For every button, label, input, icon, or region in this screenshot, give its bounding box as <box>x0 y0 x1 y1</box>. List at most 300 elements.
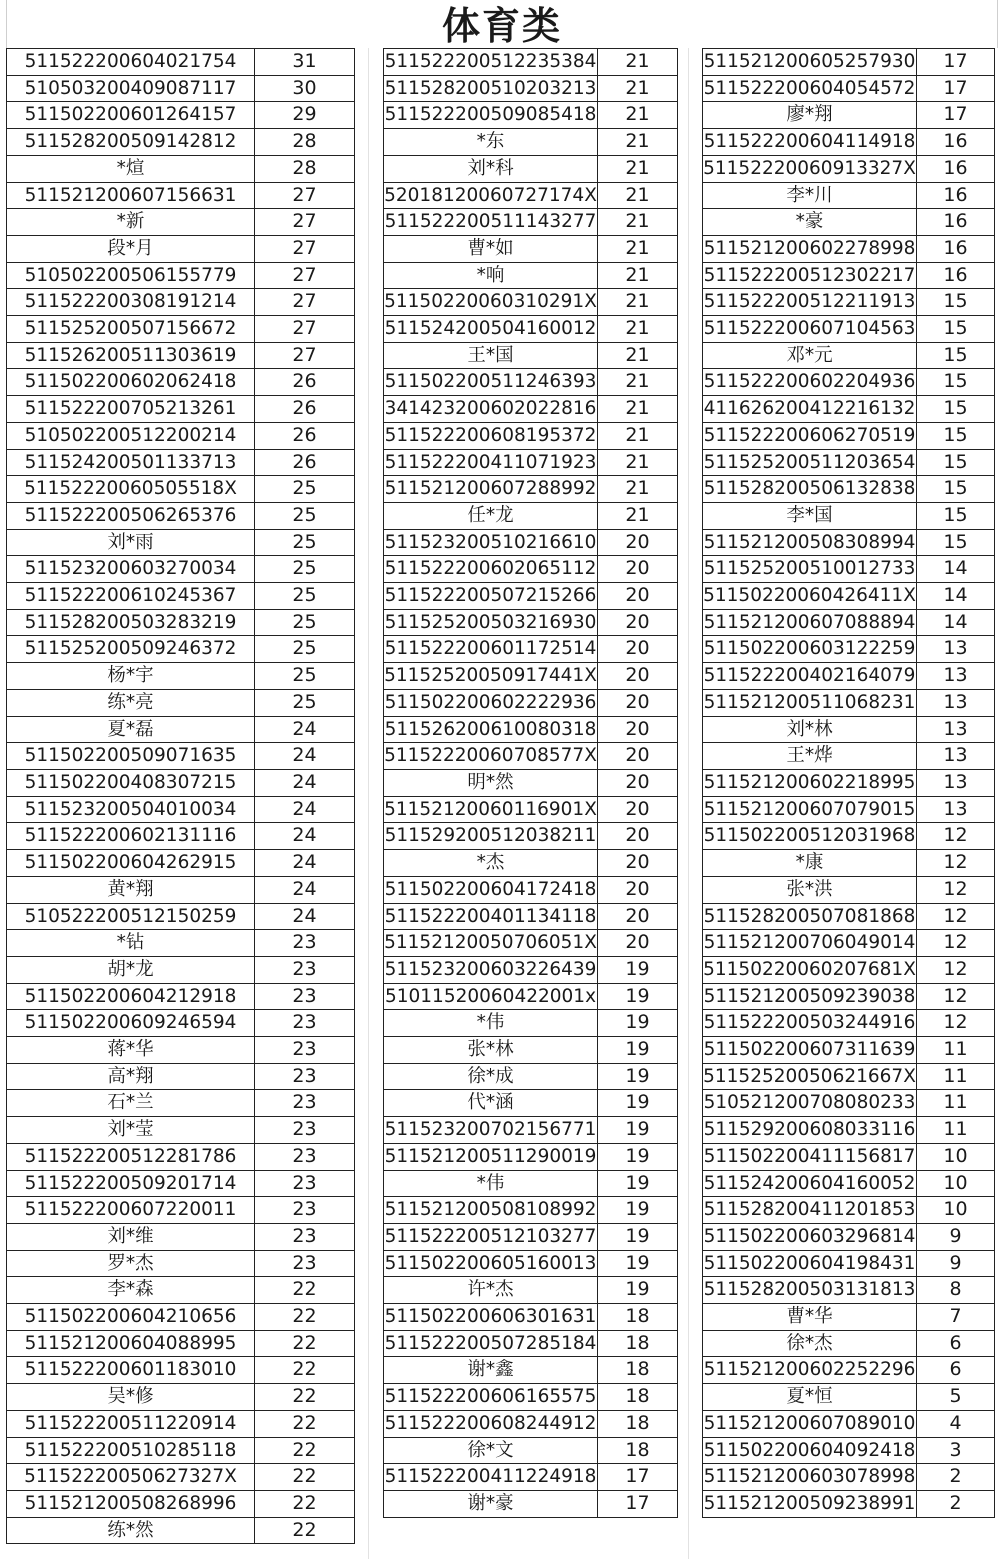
student-id-cell: 511522200601183010 <box>7 1357 255 1384</box>
student-id-cell: 511526200610080318 <box>384 716 598 743</box>
score-cell: 24 <box>255 796 355 823</box>
student-id-cell: 511522200510285118 <box>7 1437 255 1464</box>
score-cell: 17 <box>917 102 995 129</box>
table-row <box>384 502 678 529</box>
table-row <box>7 609 355 636</box>
table-row <box>384 209 678 236</box>
student-id-cell: 许*杰 <box>384 1277 598 1304</box>
table-row <box>384 129 678 156</box>
table-row <box>7 1170 355 1197</box>
score-cell: 23 <box>255 1197 355 1224</box>
score-cell: 26 <box>255 369 355 396</box>
score-cell: 2 <box>917 1464 995 1491</box>
student-id-cell: 511522200601172514 <box>384 636 598 663</box>
table-row <box>384 316 678 343</box>
student-id-cell: 511522200509085418 <box>384 102 598 129</box>
table-row <box>703 449 995 476</box>
table-row <box>7 663 355 690</box>
table-row <box>384 289 678 316</box>
score-cell: 9 <box>917 1223 995 1250</box>
table-row <box>7 449 355 476</box>
table-row <box>703 1250 995 1277</box>
student-id-cell: 511522200507285184 <box>384 1330 598 1357</box>
student-id-cell: 511522200509201714 <box>7 1170 255 1197</box>
student-id-cell: 练*亮 <box>7 689 255 716</box>
student-id-cell: 511522200608195372 <box>384 422 598 449</box>
student-id-cell: 511525200509246372 <box>7 636 255 663</box>
score-cell: 21 <box>598 396 678 423</box>
student-id-cell: 341423200602022816 <box>384 396 598 423</box>
student-id-cell: 代*涵 <box>384 1090 598 1117</box>
table-row <box>703 743 995 770</box>
score-cell: 24 <box>255 823 355 850</box>
student-id-cell: *响 <box>384 262 598 289</box>
score-cell: 21 <box>598 262 678 289</box>
score-cell: 6 <box>917 1357 995 1384</box>
student-id-cell: 510521200708080233 <box>703 1090 917 1117</box>
score-cell: 22 <box>255 1357 355 1384</box>
score-cell: 27 <box>255 235 355 262</box>
score-cell: 11 <box>917 1037 995 1064</box>
student-id-cell: 刘*莹 <box>7 1117 255 1144</box>
table-row <box>7 129 355 156</box>
student-id-cell: 51150220060207681X <box>703 956 917 983</box>
score-cell: 21 <box>598 369 678 396</box>
table-row <box>703 876 995 903</box>
student-id-cell: 刘*科 <box>384 155 598 182</box>
table-row <box>384 663 678 690</box>
table-row <box>7 1090 355 1117</box>
score-cell: 19 <box>598 1170 678 1197</box>
table-row <box>7 209 355 236</box>
table-row <box>7 823 355 850</box>
table-row <box>384 1063 678 1090</box>
table-row <box>384 422 678 449</box>
student-id-cell: 刘*维 <box>7 1223 255 1250</box>
student-id-cell: 段*月 <box>7 235 255 262</box>
score-cell: 22 <box>255 1384 355 1411</box>
score-cell: 2 <box>917 1490 995 1517</box>
score-cell: 28 <box>255 129 355 156</box>
score-cell: 16 <box>917 262 995 289</box>
student-id-cell: 谢*鑫 <box>384 1357 598 1384</box>
student-id-cell: 511528200411201853 <box>703 1197 917 1224</box>
table-row <box>703 930 995 957</box>
student-id-cell: 511528200509142812 <box>7 129 255 156</box>
table-row <box>7 716 355 743</box>
score-cell: 14 <box>917 556 995 583</box>
score-cell: 19 <box>598 1250 678 1277</box>
score-cell: 22 <box>255 1490 355 1517</box>
score-cell: 26 <box>255 422 355 449</box>
score-table-1 <box>6 48 355 1544</box>
title-banner <box>6 0 998 48</box>
table-row <box>7 769 355 796</box>
student-id-cell: 51152520050621667X <box>703 1063 917 1090</box>
student-id-cell: 徐*成 <box>384 1063 598 1090</box>
table-row <box>703 476 995 503</box>
student-id-cell: 邓*元 <box>703 342 917 369</box>
student-id-cell: 511502200603296814 <box>703 1223 917 1250</box>
student-id-cell: 511522200512235384 <box>384 49 598 76</box>
student-id-cell: 51011520060422001x <box>384 983 598 1010</box>
score-cell: 29 <box>255 102 355 129</box>
table-row <box>384 1250 678 1277</box>
score-cell: 21 <box>598 422 678 449</box>
score-cell: 25 <box>255 583 355 610</box>
student-id-cell: 511522200411224918 <box>384 1464 598 1491</box>
score-cell: 25 <box>255 502 355 529</box>
score-cell: 18 <box>598 1410 678 1437</box>
table-row <box>384 155 678 182</box>
table-row <box>384 609 678 636</box>
table-row <box>7 1437 355 1464</box>
table-row <box>384 556 678 583</box>
table-row <box>384 49 678 76</box>
table-row <box>703 102 995 129</box>
table-row <box>703 1277 995 1304</box>
student-id-cell: 511502200602062418 <box>7 369 255 396</box>
student-id-cell: 511522200606270519 <box>703 422 917 449</box>
score-cell: 22 <box>255 1277 355 1304</box>
student-id-cell: 511522200606165575 <box>384 1384 598 1411</box>
score-cell: 3 <box>917 1437 995 1464</box>
score-cell: 19 <box>598 1010 678 1037</box>
table-row <box>7 342 355 369</box>
student-id-cell: 511502200601264157 <box>7 102 255 129</box>
score-cell: 25 <box>255 689 355 716</box>
student-id-cell: 511522200608244912 <box>384 1410 598 1437</box>
score-cell: 15 <box>917 449 995 476</box>
table-row <box>384 182 678 209</box>
student-id-cell: 511502200411156817 <box>703 1143 917 1170</box>
student-id-cell: 511521200508268996 <box>7 1490 255 1517</box>
table-row <box>384 689 678 716</box>
score-cell: 27 <box>255 262 355 289</box>
table-row <box>703 235 995 262</box>
table-row <box>703 1384 995 1411</box>
student-id-cell: 511521200603078998 <box>703 1464 917 1491</box>
student-id-cell: 51152220050627327X <box>7 1464 255 1491</box>
score-cell: 16 <box>917 155 995 182</box>
table-row <box>7 930 355 957</box>
score-cell: 18 <box>598 1384 678 1411</box>
student-id-cell: 51150220060426411X <box>703 583 917 610</box>
student-id-cell: 511522200607104563 <box>703 316 917 343</box>
score-cell: 12 <box>917 850 995 877</box>
score-cell: 23 <box>255 1037 355 1064</box>
score-cell: 23 <box>255 1117 355 1144</box>
score-cell: 18 <box>598 1357 678 1384</box>
student-id-cell: 徐*文 <box>384 1437 598 1464</box>
table-row <box>7 49 355 76</box>
score-cell: 13 <box>917 796 995 823</box>
score-cell: 13 <box>917 636 995 663</box>
student-id-cell: 胡*龙 <box>7 956 255 983</box>
student-id-cell: 王*烨 <box>703 743 917 770</box>
score-cell: 15 <box>917 422 995 449</box>
score-cell: 10 <box>917 1143 995 1170</box>
student-id-cell: 511521200607089010 <box>703 1410 917 1437</box>
student-id-cell: 曹*华 <box>703 1304 917 1331</box>
score-cell: 20 <box>598 716 678 743</box>
table-row <box>7 289 355 316</box>
table-row <box>7 1037 355 1064</box>
student-id-cell: 510502200512200214 <box>7 422 255 449</box>
table-row <box>7 1250 355 1277</box>
table-row <box>703 155 995 182</box>
table-row <box>384 1090 678 1117</box>
score-cell: 11 <box>917 1117 995 1144</box>
student-id-cell: 511502200512031968 <box>703 823 917 850</box>
sheet-gridline <box>688 48 689 1559</box>
table-row <box>703 1197 995 1224</box>
student-id-cell: 李*森 <box>7 1277 255 1304</box>
table-row <box>384 903 678 930</box>
score-cell: 20 <box>598 769 678 796</box>
score-cell: 20 <box>598 636 678 663</box>
table-row <box>384 1170 678 1197</box>
score-cell: 12 <box>917 1010 995 1037</box>
table-row <box>384 636 678 663</box>
score-cell: 23 <box>255 956 355 983</box>
score-cell: 11 <box>917 1063 995 1090</box>
score-cell: 11 <box>917 1090 995 1117</box>
score-cell: 13 <box>917 743 995 770</box>
score-cell: 13 <box>917 769 995 796</box>
score-cell: 8 <box>917 1277 995 1304</box>
score-cell: 15 <box>917 396 995 423</box>
table-row <box>703 289 995 316</box>
student-id-cell: 511521200602252296 <box>703 1357 917 1384</box>
score-cell: 20 <box>598 796 678 823</box>
score-cell: 20 <box>598 743 678 770</box>
table-row <box>703 369 995 396</box>
score-cell: 27 <box>255 316 355 343</box>
score-cell: 19 <box>598 1223 678 1250</box>
student-id-cell: 511525200511203654 <box>703 449 917 476</box>
student-id-cell: 511522200511143277 <box>384 209 598 236</box>
table-row <box>384 1197 678 1224</box>
score-cell: 25 <box>255 636 355 663</box>
score-cell: 17 <box>917 75 995 102</box>
table-row <box>703 1330 995 1357</box>
table-row <box>703 796 995 823</box>
score-cell: 21 <box>598 75 678 102</box>
score-cell: 12 <box>917 930 995 957</box>
score-cell: 19 <box>598 956 678 983</box>
student-id-cell: 511528200503131813 <box>703 1277 917 1304</box>
student-id-cell: 511525200503216930 <box>384 609 598 636</box>
table-row <box>703 769 995 796</box>
score-cell: 23 <box>255 1143 355 1170</box>
table-row <box>7 796 355 823</box>
score-cell: 28 <box>255 155 355 182</box>
table-row <box>384 1277 678 1304</box>
score-cell: 17 <box>917 49 995 76</box>
student-id-cell: *康 <box>703 850 917 877</box>
score-cell: 19 <box>598 1197 678 1224</box>
student-id-cell: 511502200511246393 <box>384 369 598 396</box>
student-id-cell: 511522200602131116 <box>7 823 255 850</box>
score-cell: 23 <box>255 1170 355 1197</box>
score-cell: 19 <box>598 1277 678 1304</box>
student-id-cell: 51152120050706051X <box>384 930 598 957</box>
student-id-cell: 511522200604021754 <box>7 49 255 76</box>
score-cell: 20 <box>598 583 678 610</box>
table-row <box>703 583 995 610</box>
student-id-cell: 511524200504160012 <box>384 316 598 343</box>
student-id-cell: 511521200605257930 <box>703 49 917 76</box>
score-cell: 16 <box>917 235 995 262</box>
student-id-cell: 511528200506132838 <box>703 476 917 503</box>
score-cell: 20 <box>598 609 678 636</box>
score-cell: 12 <box>917 956 995 983</box>
student-id-cell: 511522200512302217 <box>703 262 917 289</box>
score-cell: 15 <box>917 342 995 369</box>
table-row <box>384 1357 678 1384</box>
score-cell: 24 <box>255 769 355 796</box>
table-row <box>7 583 355 610</box>
student-id-cell: 511522200402164079 <box>703 663 917 690</box>
student-id-cell: 511523200702156771 <box>384 1117 598 1144</box>
student-id-cell: 511522200401134118 <box>384 903 598 930</box>
student-id-cell: 夏*恒 <box>703 1384 917 1411</box>
score-cell: 19 <box>598 1143 678 1170</box>
score-cell: 27 <box>255 289 355 316</box>
score-cell: 27 <box>255 182 355 209</box>
table-row <box>703 689 995 716</box>
score-cell: 19 <box>598 1037 678 1064</box>
score-cell: 23 <box>255 930 355 957</box>
student-id-cell: 511522200610245367 <box>7 583 255 610</box>
table-row <box>7 1464 355 1491</box>
score-cell: 15 <box>917 476 995 503</box>
score-cell: 10 <box>917 1170 995 1197</box>
student-id-cell: 刘*林 <box>703 716 917 743</box>
student-id-cell: 511502200609246594 <box>7 1010 255 1037</box>
table-row <box>384 823 678 850</box>
score-cell: 20 <box>598 689 678 716</box>
student-id-cell: 511529200512038211 <box>384 823 598 850</box>
student-id-cell: 罗*杰 <box>7 1250 255 1277</box>
student-id-cell: 511522200308191214 <box>7 289 255 316</box>
student-id-cell: 吴*修 <box>7 1384 255 1411</box>
table-row <box>7 983 355 1010</box>
student-id-cell: *伟 <box>384 1170 598 1197</box>
student-id-cell: *伟 <box>384 1010 598 1037</box>
score-cell: 25 <box>255 609 355 636</box>
student-id-cell: 511521200602278998 <box>703 235 917 262</box>
table-row <box>384 1223 678 1250</box>
score-cell: 19 <box>598 1117 678 1144</box>
student-id-cell: 张*洪 <box>703 876 917 903</box>
score-cell: 25 <box>255 476 355 503</box>
score-cell: 26 <box>255 396 355 423</box>
score-cell: 24 <box>255 903 355 930</box>
score-cell: 21 <box>598 235 678 262</box>
table-row <box>384 1384 678 1411</box>
student-id-cell: 511521200607088894 <box>703 609 917 636</box>
score-cell: 21 <box>598 182 678 209</box>
student-id-cell: 徐*杰 <box>703 1330 917 1357</box>
student-id-cell: 511521200511068231 <box>703 689 917 716</box>
score-cell: 21 <box>598 209 678 236</box>
table-row <box>384 1143 678 1170</box>
student-id-cell: 张*林 <box>384 1037 598 1064</box>
student-id-cell: 511521200602218995 <box>703 769 917 796</box>
student-id-cell: 石*兰 <box>7 1090 255 1117</box>
table-row <box>703 1090 995 1117</box>
student-id-cell: 510502200506155779 <box>7 262 255 289</box>
table-row <box>384 369 678 396</box>
table-row <box>7 1357 355 1384</box>
table-row <box>7 1490 355 1517</box>
table-row <box>703 1063 995 1090</box>
table-row <box>7 903 355 930</box>
student-id-cell: 511522200604054572 <box>703 75 917 102</box>
table-row <box>703 1410 995 1437</box>
score-cell: 10 <box>917 1197 995 1224</box>
score-cell: 12 <box>917 903 995 930</box>
student-id-cell: 杨*宇 <box>7 663 255 690</box>
table-row <box>703 316 995 343</box>
table-row <box>7 743 355 770</box>
student-id-cell: 511502200605160013 <box>384 1250 598 1277</box>
score-cell: 15 <box>917 289 995 316</box>
student-id-cell: 511522200607220011 <box>7 1197 255 1224</box>
table-row <box>703 716 995 743</box>
score-cell: 15 <box>917 502 995 529</box>
score-cell: 27 <box>255 209 355 236</box>
student-id-cell: 511521200604088995 <box>7 1330 255 1357</box>
table-row <box>7 1010 355 1037</box>
student-id-cell: 51150220060310291X <box>384 289 598 316</box>
table-row <box>703 663 995 690</box>
student-id-cell: 511522200604114918 <box>703 129 917 156</box>
table-row <box>384 235 678 262</box>
table-row <box>703 529 995 556</box>
score-cell: 20 <box>598 556 678 583</box>
score-cell: 16 <box>917 129 995 156</box>
student-id-cell: 王*国 <box>384 342 598 369</box>
table-row <box>384 1490 678 1517</box>
score-cell: 18 <box>598 1330 678 1357</box>
student-id-cell: 511521200509238991 <box>703 1490 917 1517</box>
table-row <box>384 876 678 903</box>
table-row <box>7 102 355 129</box>
score-cell: 24 <box>255 743 355 770</box>
score-cell: 13 <box>917 689 995 716</box>
table-row <box>384 930 678 957</box>
student-id-cell: 511528200507081868 <box>703 903 917 930</box>
student-id-cell: 511523200603226439 <box>384 956 598 983</box>
student-id-cell: *钻 <box>7 930 255 957</box>
table-row <box>703 1143 995 1170</box>
student-id-cell: 51152220060505518X <box>7 476 255 503</box>
table-row <box>703 1170 995 1197</box>
student-id-cell: 明*然 <box>384 769 598 796</box>
table-row <box>703 956 995 983</box>
score-cell: 21 <box>598 316 678 343</box>
table-row <box>703 1437 995 1464</box>
table-row <box>703 1223 995 1250</box>
table-row <box>703 1464 995 1491</box>
student-id-cell: 蒋*华 <box>7 1037 255 1064</box>
table-row <box>384 1464 678 1491</box>
table-row <box>7 396 355 423</box>
table-row <box>384 850 678 877</box>
